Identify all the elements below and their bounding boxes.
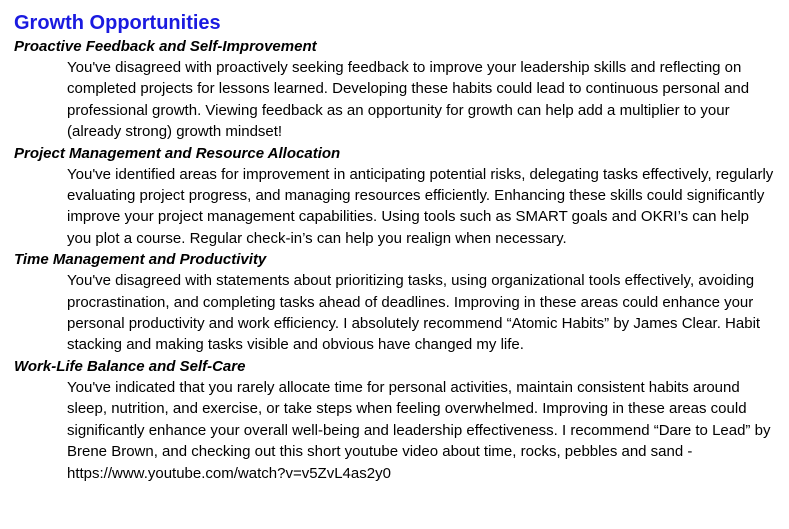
section-body: You've indicated that you rarely allocate time for personal activities, maintain consistent habits around sleep, nutrition, and exercise, or take steps when feeling overwhelmed. Improving in these areas could significantly enhance your overall well-being and leadership effectiveness. I recommend “Dare to Lead” by Brene Brown, and checking out this short youtube video about time, rocks, pebbles and sand - https://www.youtube.com/watch?v=v5ZvL4as2y0 <box>67 378 771 482</box>
section-heading: Work-Life Balance and Self-Care <box>14 357 246 375</box>
section-time-management <box>14 249 789 356</box>
section-body: You've disagreed with statements about prioritizing tasks, using organizational tools effectively, avoiding procrastination, and completing tasks ahead of deadlines. Improving in these areas could enhance your personal productivity and work efficiency. I absolutely recommend “Atomic Habits” by James Clear. Habit stacking and making tasks visible and obvious have changed my life. <box>67 272 761 354</box>
section-heading: Project Management and Resource Allocation <box>14 144 341 162</box>
section-body: You've disagreed with proactively seeking feedback to improve your leadership skills and reflecting on completed projects for lessons learned. Developing these habits could lead to continuous personal and professional growth. Viewing feedback as an opportunity for growth can help add a multiplier to your (already strong) growth mindset! <box>67 59 750 141</box>
section-feedback <box>14 36 789 143</box>
page-title: Growth Opportunities <box>14 12 221 34</box>
section-work-life-balance <box>14 356 789 484</box>
section-project-management <box>14 143 789 250</box>
section-heading: Proactive Feedback and Self-Improvement <box>14 38 317 55</box>
section-body: You've identified areas for improvement in anticipating potential risks, delegating tasks effectively, regularly evaluating project progress, and managing resources efficiently. Enhancing these skills could significantly improve your project management capabilities. Using tools such as SMART goals and OKRI’s can help you plot a course. Regular check-in’s can help you realign when necessary. <box>67 165 774 247</box>
section-heading: Time Management and Productivity <box>14 251 267 269</box>
